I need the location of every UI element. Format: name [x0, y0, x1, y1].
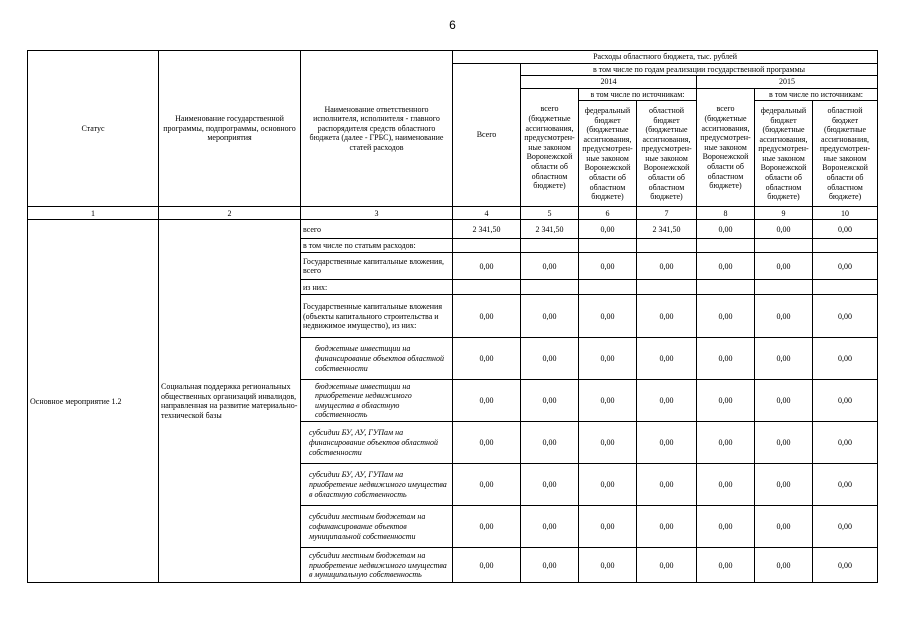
header-by-years: в том числе по годам реализации государственной программы	[521, 63, 878, 76]
value-cell: 0,00	[521, 506, 579, 548]
header-2014-regional: областной бюджет (бюджетные ассигнования, предусмотрен-ные законом Воронежской области об областном бюджете)	[637, 101, 697, 207]
value-cell: 0,00	[579, 422, 637, 464]
col-number: 4	[453, 207, 521, 220]
value-cell: 0,00	[637, 380, 697, 422]
value-cell: 0,00	[637, 422, 697, 464]
header-expenses: Расходы областного бюджета, тыс. рублей	[453, 51, 878, 64]
value-cell: 0,00	[813, 464, 878, 506]
value-cell: 0,00	[697, 422, 755, 464]
value-cell: 0,00	[521, 253, 579, 280]
header-2014-total: всего (бюджетные ассигнования, предусмотрен-ные законом Воронежской области об областном бюджете)	[521, 88, 579, 207]
value-cell: 0,00	[697, 506, 755, 548]
column-numbers-row	[28, 207, 878, 220]
value-cell: 0,00	[579, 548, 637, 583]
table-row	[28, 220, 878, 239]
value-cell	[697, 239, 755, 253]
value-cell	[637, 239, 697, 253]
value-cell: 0,00	[579, 253, 637, 280]
value-cell: 0,00	[453, 422, 521, 464]
value-cell	[755, 280, 813, 295]
value-cell: 0,00	[813, 380, 878, 422]
value-cell: 0,00	[813, 295, 878, 338]
col-number: 1	[28, 207, 159, 220]
col-number: 9	[755, 207, 813, 220]
budget-table	[27, 50, 878, 583]
value-cell: 0,00	[755, 548, 813, 583]
value-cell: 0,00	[697, 380, 755, 422]
value-cell	[521, 239, 579, 253]
value-cell	[521, 280, 579, 295]
row-label: субсидии местным бюджетам на софинансирование объектов муниципальной собственности	[301, 506, 453, 548]
program-cell: Социальная поддержка региональных общественных организаций инвалидов, направленная на развитие материально-технической базы	[159, 220, 301, 583]
value-cell	[813, 239, 878, 253]
value-cell: 0,00	[813, 220, 878, 239]
value-cell: 0,00	[521, 548, 579, 583]
value-cell: 0,00	[521, 295, 579, 338]
header-2014-federal: федеральный бюджет (бюджетные ассигнования, предусмотрен-ные законом Воронежской области об областном бюджете)	[579, 101, 637, 207]
value-cell: 0,00	[755, 464, 813, 506]
value-cell: 0,00	[697, 253, 755, 280]
col-number: 8	[697, 207, 755, 220]
value-cell: 0,00	[521, 338, 579, 380]
value-cell: 0,00	[813, 338, 878, 380]
header-2015-sources: в том числе по источникам:	[755, 88, 878, 101]
col-number: 7	[637, 207, 697, 220]
value-cell: 0,00	[579, 380, 637, 422]
header-2015-federal: федеральный бюджет (бюджетные ассигнования, предусмотрен-ные законом Воронежской области об областном бюджете)	[755, 101, 813, 207]
header-2015-total: всего (бюджетные ассигнования, предусмотрен-ные законом Воронежской области об областном бюджете)	[697, 88, 755, 207]
value-cell: 0,00	[579, 464, 637, 506]
value-cell: 0,00	[755, 338, 813, 380]
value-cell: 0,00	[813, 548, 878, 583]
row-label: бюджетные инвестиции на финансирование объектов областной собственности	[301, 338, 453, 380]
page-number: 6	[449, 18, 456, 32]
value-cell: 0,00	[755, 220, 813, 239]
value-cell: 0,00	[637, 253, 697, 280]
value-cell: 0,00	[697, 220, 755, 239]
value-cell: 0,00	[697, 338, 755, 380]
value-cell	[579, 280, 637, 295]
col-number: 6	[579, 207, 637, 220]
row-label: из них:	[301, 280, 453, 295]
value-cell: 0,00	[579, 338, 637, 380]
value-cell: 0,00	[637, 338, 697, 380]
value-cell: 0,00	[453, 548, 521, 583]
value-cell	[697, 280, 755, 295]
status-cell: Основное мероприятие 1.2	[28, 220, 159, 583]
value-cell: 0,00	[813, 253, 878, 280]
value-cell: 0,00	[637, 464, 697, 506]
header-year-2014: 2014	[521, 76, 697, 89]
value-cell	[813, 280, 878, 295]
value-cell: 0,00	[521, 464, 579, 506]
value-cell: 0,00	[697, 548, 755, 583]
header-status: Статус	[28, 51, 159, 207]
header-program-name: Наименование государственной программы, подпрограммы, основного мероприятия	[159, 51, 301, 207]
row-label: субсидии БУ, АУ, ГУПам на приобретение недвижимого имущества в областную собственность	[301, 464, 453, 506]
value-cell: 0,00	[579, 220, 637, 239]
value-cell: 0,00	[637, 548, 697, 583]
value-cell: 0,00	[755, 422, 813, 464]
header-executor: Наименование ответственного исполнителя, исполнителя - главного распорядителя средств областного бюджета (далее - ГРБС), наименование статей расходов	[301, 51, 453, 207]
col-number: 3	[301, 207, 453, 220]
value-cell: 0,00	[813, 506, 878, 548]
value-cell: 2 341,50	[521, 220, 579, 239]
value-cell: 0,00	[579, 506, 637, 548]
row-label: субсидии местным бюджетам на приобретение недвижимого имущества в муниципальную собственность	[301, 548, 453, 583]
value-cell: 0,00	[697, 295, 755, 338]
header-total: Всего	[453, 63, 521, 207]
value-cell: 2 341,50	[637, 220, 697, 239]
value-cell: 0,00	[755, 380, 813, 422]
col-number: 2	[159, 207, 301, 220]
value-cell: 0,00	[755, 506, 813, 548]
value-cell: 0,00	[453, 380, 521, 422]
value-cell: 0,00	[697, 464, 755, 506]
row-label: Государственные капитальные вложения, всего	[301, 253, 453, 280]
value-cell: 0,00	[453, 506, 521, 548]
value-cell: 0,00	[453, 253, 521, 280]
value-cell: 0,00	[637, 295, 697, 338]
row-label: субсидии БУ, АУ, ГУПам на финансирование объектов областной собственности	[301, 422, 453, 464]
value-cell: 0,00	[755, 253, 813, 280]
value-cell: 0,00	[453, 295, 521, 338]
header-year-2015: 2015	[697, 76, 878, 89]
col-number: 10	[813, 207, 878, 220]
value-cell	[453, 239, 521, 253]
value-cell	[579, 239, 637, 253]
value-cell: 0,00	[637, 506, 697, 548]
value-cell: 0,00	[755, 295, 813, 338]
value-cell: 0,00	[521, 422, 579, 464]
value-cell: 0,00	[521, 380, 579, 422]
row-label: бюджетные инвестиции на приобретение недвижимого имущества в областную собственность	[301, 380, 453, 422]
value-cell: 0,00	[453, 464, 521, 506]
value-cell: 2 341,50	[453, 220, 521, 239]
row-label: всего	[301, 220, 453, 239]
row-label: Государственные капитальные вложения (объекты капитального строительства и недвижимое имущество), из них:	[301, 295, 453, 338]
value-cell: 0,00	[453, 338, 521, 380]
value-cell	[755, 239, 813, 253]
value-cell	[453, 280, 521, 295]
value-cell: 0,00	[579, 295, 637, 338]
col-number: 5	[521, 207, 579, 220]
value-cell: 0,00	[813, 422, 878, 464]
header-2015-regional: областной бюджет (бюджетные ассигнования, предусмотрен-ные законом Воронежской области об областном бюджете)	[813, 101, 878, 207]
value-cell	[637, 280, 697, 295]
header-2014-sources: в том числе по источникам:	[579, 88, 697, 101]
row-label: в том числе по статьям расходов:	[301, 239, 453, 253]
